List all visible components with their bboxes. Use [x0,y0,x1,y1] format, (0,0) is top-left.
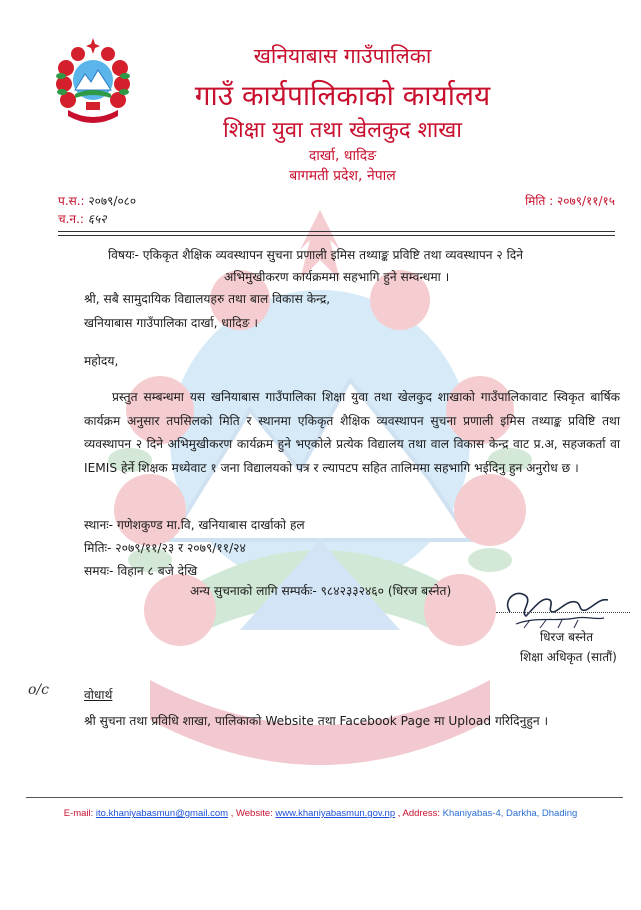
handwritten-signature [496,582,616,632]
signatory-name: धिरज बस्नेत [540,630,594,644]
letter-date [525,192,615,209]
subject [108,244,620,288]
signatory-title: शिक्षा अधिकृत (सातौं) [520,650,617,664]
subject-line1: एकिकृत शैक्षिक व्यवस्थापन सुचना प्रणाली इमिस तथ्याङ्क प्रविष्टि तथा व्यवस्थापन २ दिने [142,248,524,262]
footer-address: Khaniyabas-4, Darkha, Dhading [442,808,578,819]
footer-email-label: E-mail: [63,808,94,819]
venue-label: स्थानः- [84,518,114,532]
salutation: महोदय, [84,354,119,368]
letterhead-office: गाउँ कार्यपालिकाको कार्यालय [194,79,491,112]
event-time [84,560,197,582]
header-divider [58,231,615,232]
recipient-line2: खनियाबास गाउँपालिका दार्खा, धादिङ । [84,316,258,330]
footer-website-link[interactable]: www.khaniyabasmun.gov.np [275,808,396,819]
date-value: २०७९/११/१५ [556,194,615,208]
event-date [84,537,246,559]
signature-line [496,612,630,613]
cn-number [58,210,107,227]
contact-info: अन्य सुचनाको लागि सम्पर्कः- ९८४२३३२४६० (धिरज बस्नेत) [190,584,452,598]
subject-line2: अभिमुखीकरण कार्यक्रममा सहभागि हुने सम्वन्धमा । [224,270,450,284]
ps-number [58,192,136,209]
event-time-label: समयः- [84,564,114,578]
letterhead-location: दार्खा, धादिङ [308,148,377,164]
cn-label: च.न.: [58,212,84,226]
date-label: मिति : [525,194,554,208]
header-divider-thin [58,235,615,236]
event-date-label: मितिः- [84,541,112,555]
cc-label: वोधार्थ [84,688,113,702]
footer [0,808,641,819]
ps-value: २०७९/०८० [88,194,137,208]
letterhead-branch: शिक्षा युवा तथा खेलकुद शाखा [223,118,462,143]
cc-text: श्री सुचना तथा प्रविधि शाखा, पालिकाको Website तथा Facebook Page मा Upload गरिदिनुहुन । [84,714,549,728]
letter-body: प्रस्तुत सम्बन्धमा यस खनियाबास गाउँपालिका शिक्षा युवा तथा खेलकुद शाखाको गाउँपालिकावाट स्विकृत बार्षिक कार्यक्रम अनुसार तपसिलको मिति र स्थानमा एकिकृत शैक्षिक व्यवस्थापन सुचना प्रणाली इमिस तथ्याङ्क प्रविष्टि तथा व्यवस्थापन २ दिने अभिमुखीकरण कार्यक्रम हुने भएकोले प्रत्येक विद्यालय तथा वाल विकास केन्द्र वाट प्र.अ, सहजकर्ता वा IEMIS हेर्ने शिक्षक मध्येवाट १ जना विद्यालयको पत्र र ल्यापटप सहित तालिममा सहभागि भईदिनु हुन अनुरोध छ । [84,390,620,475]
footer-address-label: , Address: [397,808,440,819]
letterhead-province: बागमती प्रदेश, नेपाल [289,168,396,184]
footer-email-link[interactable]: ito.khaniyabasmun@gmail.com [95,808,229,819]
venue-value: गणेशकुण्ड मा.वि, खनियाबास दार्खाको हल [116,518,305,532]
event-date-value: २०७९/११/२३ र २०७९/११/२४ [115,541,246,555]
cn-value: ६५२ [87,212,107,226]
letterhead-municipality: खनियाबास गाउँपालिका [253,44,432,68]
event-time-value: विहान ८ बजे देखि [117,564,198,578]
subject-label: विषयः- [108,248,139,262]
margin-note: o/c [28,682,49,698]
footer-website-label: , Website: [230,808,273,819]
ps-label: प.स.: [58,194,85,208]
venue [84,514,305,536]
footer-divider [26,797,623,798]
recipient-line1: श्री, सबै सामुदायिक विद्यालयहरु तथा बाल विकास केन्द्र, [84,292,331,306]
